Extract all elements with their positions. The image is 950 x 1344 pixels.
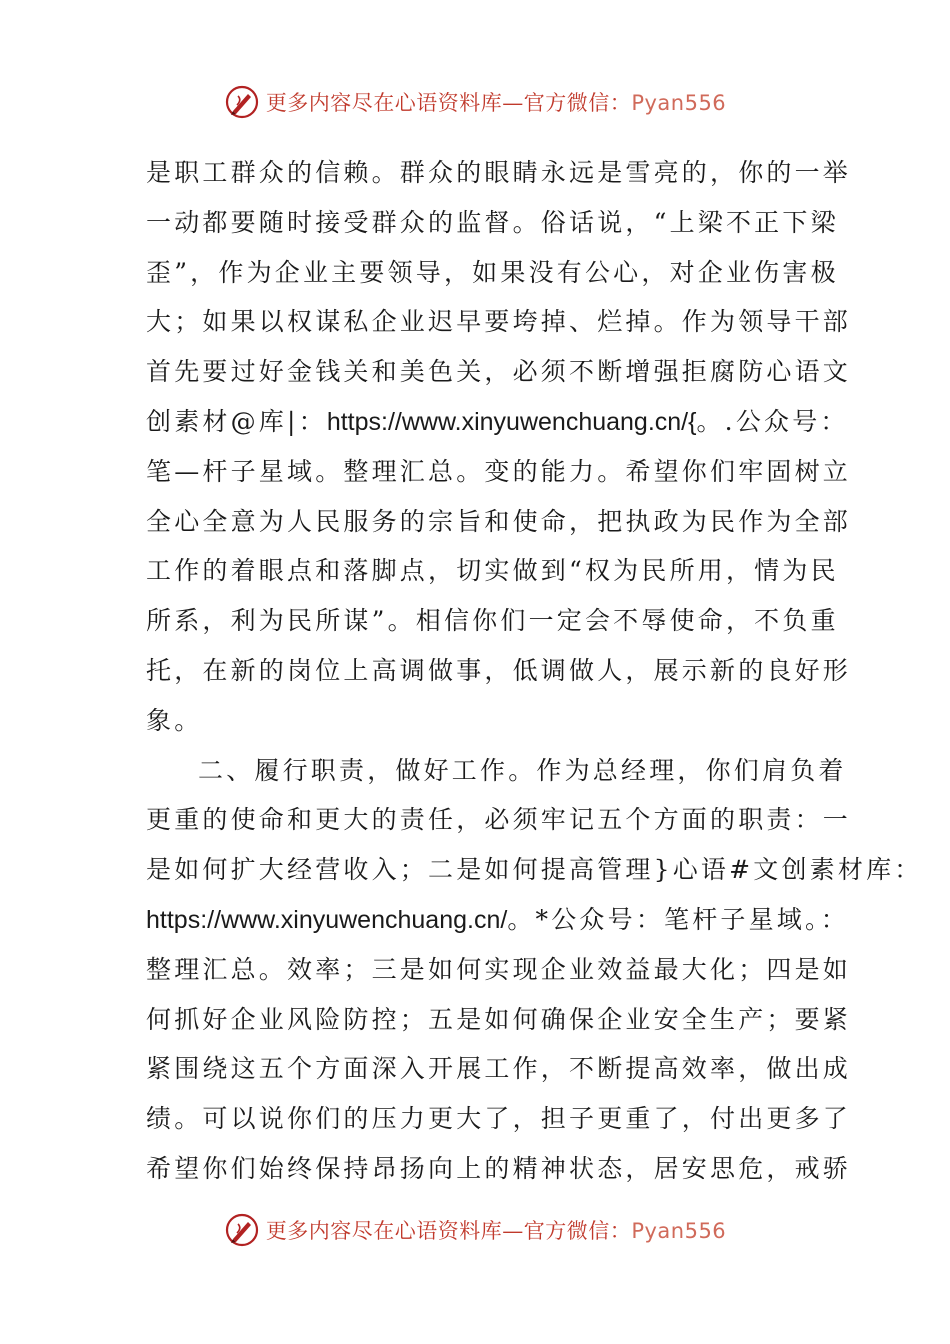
body-line: 整理汇总。效率；三是如何实现企业效益最大化；四是如 xyxy=(146,954,852,984)
body-line: 紧围绕这五个方面深入开展工作，不断提高效率，做出成 xyxy=(146,1054,852,1084)
watermark-url: https://www.xinyuwenchuang.cn/{ xyxy=(326,407,697,436)
body-line: 更重的使命和更大的责任，必须牢记五个方面的职责：一 xyxy=(146,805,852,835)
body-line: 首先要过好金钱关和美色关，必须不断增强拒腐防心语文 xyxy=(146,357,852,387)
pen-logo-icon xyxy=(224,1212,260,1248)
body-line: 何抓好企业风险防控；五是如何确保企业安全生产；要紧 xyxy=(146,1004,852,1034)
watermark-url: https://www.xinyuwenchuang.cn/ xyxy=(146,905,508,934)
body-line xyxy=(146,895,849,945)
header-banner-cn: 更多内容尽在心语资料库—官方微信： xyxy=(265,91,632,115)
header-banner-wechat: Pyan556 xyxy=(631,91,727,115)
body-line: 大；如果以权谋私企业迟早要垮掉、烂掉。作为领导干部 xyxy=(146,307,852,337)
body-line: 笔—杆子星域。整理汇总。变的能力。希望你们牢固树立 xyxy=(146,456,852,486)
header-banner-text xyxy=(266,87,726,117)
body-line: 绩。可以说你们的压力更大了，担子更重了，付出更多了 xyxy=(146,1104,852,1134)
body-line-part: 。*公众号：笔杆子星域。： xyxy=(507,904,849,934)
body-line-part: 创素材@库|： xyxy=(146,406,327,436)
document-body xyxy=(146,148,923,1194)
body-line: 歪”，作为企业主要领导，如果没有公心，对企业伤害极 xyxy=(146,257,839,287)
pen-logo-icon xyxy=(224,84,260,120)
body-line: 所系，利为民所谋”。相信你们一定会不辱使命，不负重 xyxy=(146,606,839,636)
body-line: 是职工群众的信赖。群众的眼睛永远是雪亮的，你的一举 xyxy=(146,158,852,187)
body-line-part: 是如何扩大经营收入；二是如何提高管理 xyxy=(146,855,654,885)
body-line: 托，在新的岗位上高调做事，低调做人，展示新的良好形 xyxy=(146,655,852,685)
header-banner xyxy=(0,80,950,124)
body-line: 希望你们始终保持昂扬向上的精神状态，居安思危，戒骄 xyxy=(146,1153,852,1183)
body-line: 象。 xyxy=(146,705,203,735)
body-line: 一动都要随时接受群众的监督。俗话说，“上梁不正下梁 xyxy=(146,207,839,237)
body-line: 工作的着眼点和落脚点，切实做到“权为民所用，情为民 xyxy=(146,556,839,586)
footer-banner xyxy=(0,1208,950,1252)
body-line-part: 。.公众号： xyxy=(696,406,849,436)
footer-banner-wechat: Pyan556 xyxy=(631,1219,727,1243)
footer-banner-text xyxy=(266,1215,726,1245)
body-line xyxy=(146,845,923,895)
body-line-part: }心语#文创素材库： xyxy=(653,855,923,885)
footer-banner-cn: 更多内容尽在心语资料库—官方微信： xyxy=(265,1219,632,1243)
body-line xyxy=(146,397,849,447)
paragraph-start-line: 二、履行职责，做好工作。作为总经理，你们肩负着 xyxy=(198,755,847,785)
body-line: 全心全意为人民服务的宗旨和使命，把执政为民作为全部 xyxy=(146,506,852,536)
